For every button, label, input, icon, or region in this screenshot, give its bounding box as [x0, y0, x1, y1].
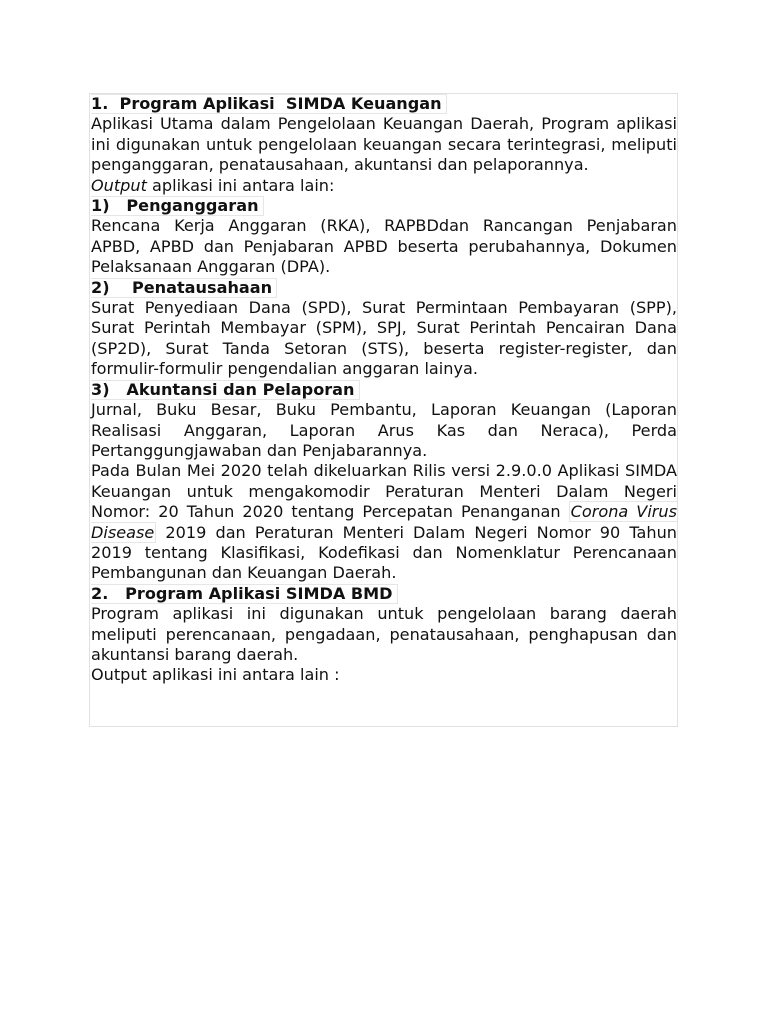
- section-2-intro: Program aplikasi ini digunakan untuk pengelolaan barang daerah meliputi perencanaan, pengadaan, penatausahaan, penghapusan dan akuntansi barang daerah.: [91, 604, 677, 664]
- release-italic: Corona Virus Disease: [91, 502, 677, 542]
- subsection-penganggaran-body: Rencana Kerja Anggaran (RKA), RAPBDdan Rancangan Penjabaran APBD, APBD dan Penjabaran APBD beserta perubahannya, Dokumen Pelaksanaan Anggaran (DPA).: [91, 216, 677, 277]
- subsection-akuntansi-body: Jurnal, Buku Besar, Buku Pembantu, Laporan Keuangan (Laporan Realisasi Anggaran, Laporan Arus Kas dan Neraca), Perda Pertanggungjawaban dan Penjabarannya.: [91, 400, 677, 460]
- subsection-akuntansi-heading: 3) Akuntansi dan Pelaporan: [91, 380, 677, 400]
- section-1-output-line: [91, 176, 677, 196]
- subsection-penatausahaan-body: Surat Penyediaan Dana (SPD), Surat Permintaan Pembayaran (SPP), Surat Perintah Membayar (SPM), SPJ, Surat Perintah Pencairan Dana (SP2D), Surat Tanda Setoran (STS), beserta register-register, dan formulir-formulir pengendalian anggaran lainya.: [91, 298, 677, 379]
- section-2-output-line: Output aplikasi ini antara lain :: [91, 665, 340, 685]
- subsection-penatausahaan-heading: 2) Penatausahaan: [91, 278, 677, 298]
- section-1-intro: Aplikasi Utama dalam Pengelolaan Keuangan Daerah, Program aplikasi ini digunakan untuk pengelolaan keuangan secara terintegrasi, meliputi penganggaran, penatausahaan, akuntansi dan pelaporannya.: [91, 114, 677, 175]
- release-paragraph: [91, 461, 677, 583]
- document-body: [91, 94, 677, 686]
- section-1-heading: 1. Program Aplikasi SIMDA Keuangan: [91, 94, 677, 114]
- release-part2: 2019 dan Peraturan Menteri Dalam Negeri Nomor 90 Tahun 2019 tentang Klasifikasi, Kodefikasi dan Nomenklatur Perencanaan Pembangunan dan Keuangan Daerah.: [91, 522, 677, 583]
- output-rest: aplikasi ini antara lain:: [146, 175, 335, 195]
- subsection-penganggaran-heading: 1) Penganggaran: [91, 196, 677, 216]
- section-2-heading: 2. Program Aplikasi SIMDA BMD: [91, 584, 677, 604]
- release-part1: Pada Bulan Mei 2020 telah dikeluarkan Rilis versi 2.9.0.0 Aplikasi SIMDA Keuangan untuk mengakomodir Peraturan Menteri Dalam Negeri Nomor: 20 Tahun 2020 tentang Percepatan Penanganan: [91, 461, 677, 522]
- output-italic: Output: [91, 175, 147, 195]
